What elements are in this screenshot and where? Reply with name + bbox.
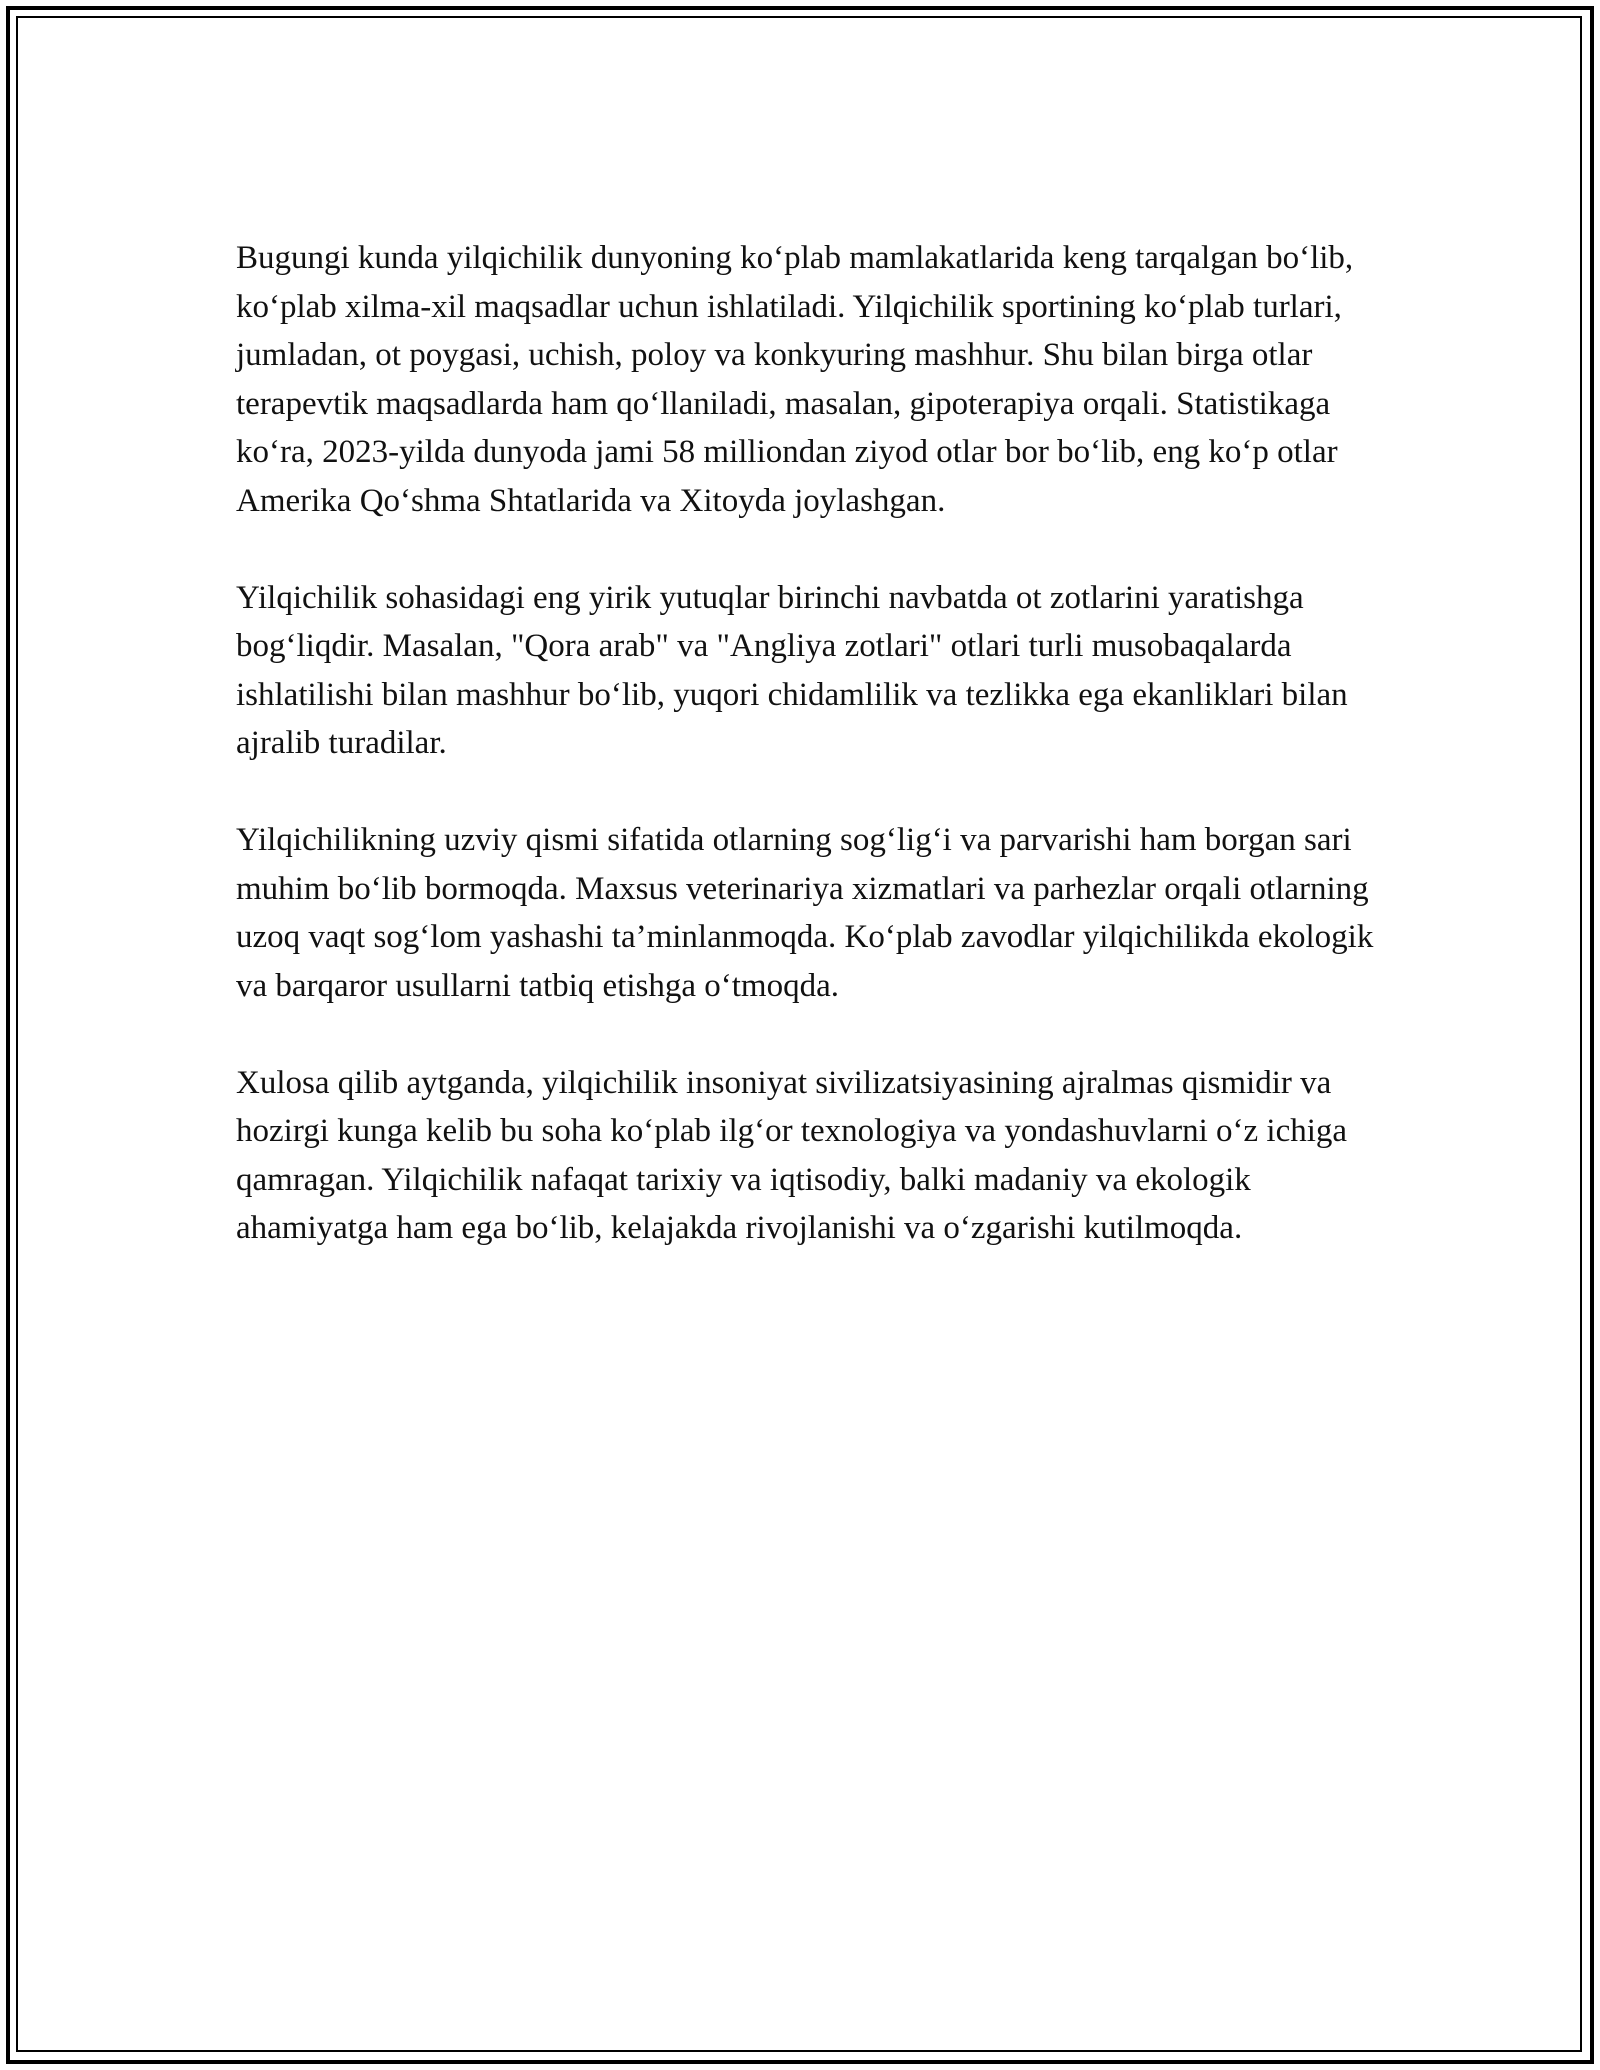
paragraph-4: Xulosa qilib aytganda, yilqichilik insoniyat sivilizatsiyasining ajralmas qismidir va hozirgi kunga kelib bu soha ko‘plab ilg‘or texnologiya va yondashuvlarni o‘z ichiga qamragan. Yilqichilik nafaqat tarixiy va iqtisodiy, balki madaniy va ekologik ahamiyatga ham ega bo‘lib, kelajakda rivojlanishi va o‘zgarishi kutilmoqda. xyxy=(236,1064,1348,1246)
paragraph-3: Yilqichilikning uzviy qismi sifatida otlarning sog‘lig‘i va parvarishi ham borgan sari muhim bo‘lib bormoqda. Maxsus veterinariya xizmatlari va parhezlar orqali otlarning uzoq vaqt sog‘lom yashashi ta’minlanmoqda. Ko‘plab zavodlar yilqichilikda ekologik va barqaror usullarni tatbiq etishga o‘tmoqda. xyxy=(236,822,1374,1004)
paragraph-1: Bugungi kunda yilqichilik dunyoning ko‘plab mamlakatlarida keng tarqalgan bo‘lib, ko‘plab xilma-xil maqsadlar uchun ishlatiladi. Yilqichilik sportining ko‘plab turlari, jumladan, ot poygasi, uchish, poloy va konkyuring mashhur. Shu bilan birga otlar terapevtik maqsadlarda ham qo‘llaniladi, masalan, gipoterapiya orqali. Statistikaga ko‘ra, 2023-yilda dunyoda jami 58 milliondan ziyod otlar bor bo‘lib, eng ko‘p otlar Amerika Qo‘shma Shtatlarida va Xitoyda joylashgan. xyxy=(236,240,1354,519)
paragraph-2: Yilqichilik sohasidagi eng yirik yutuqlar birinchi navbatda ot zotlarini yaratishga bog‘liqdir. Masalan, "Qora arab" va "Angliya zotlari" otlari turli musobaqalarda ishlatilishi bilan mashhur bo‘lib, yuqori chidamlilik va tezlikka ega ekanliklari bilan ajralib turadilar. xyxy=(236,579,1348,761)
document-body xyxy=(236,234,1376,1301)
